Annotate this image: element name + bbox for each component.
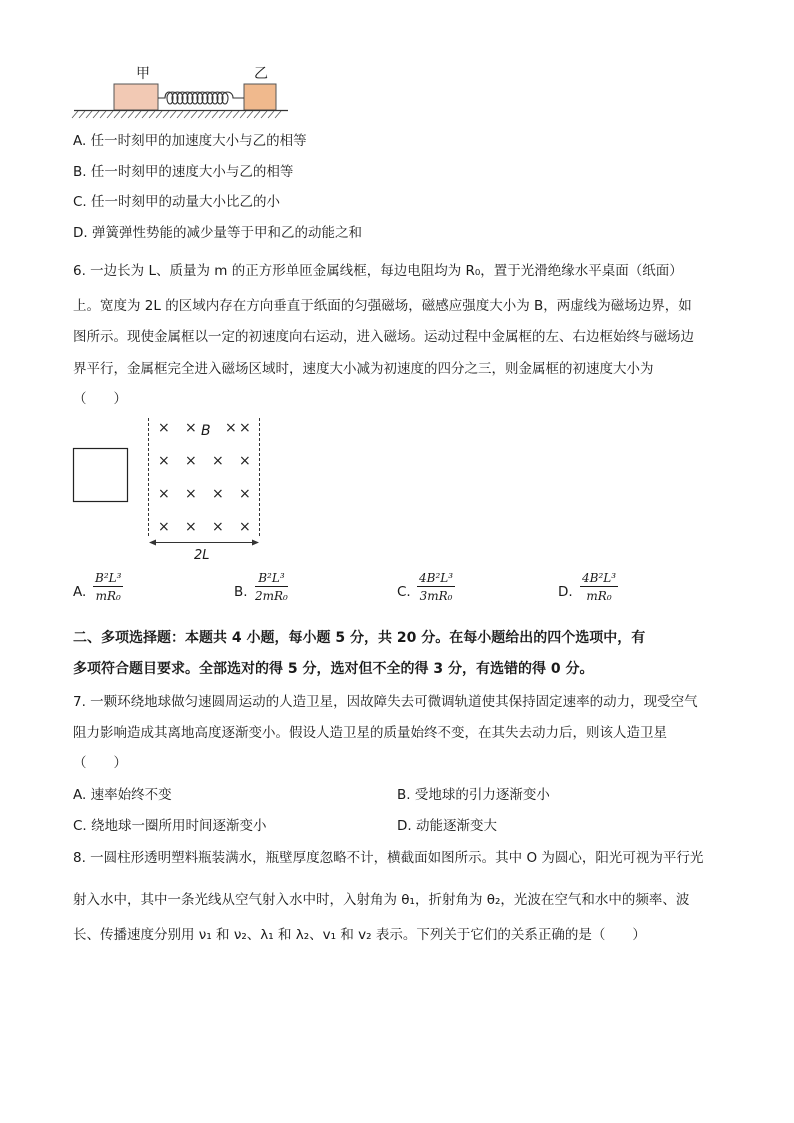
q6-option-a-label: A. <box>73 584 87 600</box>
hatch-stroke <box>114 111 120 118</box>
hatch-stroke <box>79 111 85 118</box>
hatch-stroke <box>268 111 274 118</box>
hatch-stroke <box>128 111 134 118</box>
q5-option-d: D. 弹簧弹性势能的减少量等于甲和乙的动能之和 <box>73 225 362 241</box>
section2-heading-line-2: 多项符合题目要求。全部选对的得 5 分，选对但不全的得 3 分，有选错的得 0 分。 <box>73 661 594 677</box>
hatch-stroke <box>100 111 106 118</box>
q6-line-1: 6. 一边长为 L、质量为 m 的正方形单匝金属线框，每边电阻均为 R₀，置于光滑绝缘水平桌面（纸面） <box>73 263 683 279</box>
q6-line-4: 界平行，金属框完全进入磁场区域时，速度大小减为初速度的四分之三，则金属框的初速度大小为 <box>73 361 654 377</box>
arrow-head-left <box>149 540 156 546</box>
q6-option-a-num: B²L³ <box>95 571 122 585</box>
field-cross: × <box>212 453 224 469</box>
field-cross: × <box>158 519 170 535</box>
label-yi: 乙 <box>254 66 268 82</box>
label-jia: 甲 <box>136 66 150 82</box>
section2-heading-line-1: 二、多项选择题：本题共 4 小题，每小题 5 分，共 20 分。在每小题给出的四个选项中，有 <box>73 630 646 646</box>
q6-option-c-den: 3mR₀ <box>419 589 453 603</box>
q8-line-3: 长、传播速度分别用 ν₁ 和 ν₂、λ₁ 和 λ₂、v₁ 和 v₂ 表示。下列关于它们的关系正确的是（ ） <box>73 927 646 943</box>
hatch-stroke <box>177 111 183 118</box>
field-cross: × <box>239 519 251 535</box>
q7-option-b: B. 受地球的引力逐渐变小 <box>397 787 550 803</box>
hatch-stroke <box>198 111 204 118</box>
field-cross: × <box>239 486 251 502</box>
q8-line-2: 射入水中，其中一条光线从空气射入水中时，入射角为 θ₁，折射角为 θ₂，光波在空气和水中的频率、波 <box>73 892 690 908</box>
hatch-stroke <box>184 111 190 118</box>
hatch-stroke <box>254 111 260 118</box>
hatch-stroke <box>191 111 197 118</box>
hatch-stroke <box>205 111 211 118</box>
field-cross: × <box>185 453 197 469</box>
hatch-stroke <box>121 111 127 118</box>
field-cross: × <box>185 519 197 535</box>
hatch-stroke <box>247 111 253 118</box>
q6-option-b-den: 2mR₀ <box>255 589 288 603</box>
field-cross: × <box>239 453 251 469</box>
field-cross: × <box>185 420 197 436</box>
arrow-head-right <box>252 540 259 546</box>
q6-line-3: 图所示。现使金属框以一定的初速度向右运动，进入磁场。运动过程中金属框的左、右边框始终与磁场边 <box>73 329 694 345</box>
field-cross: × <box>239 420 251 436</box>
q6-option-d-fraction <box>580 571 618 603</box>
q6-option-a-den: mR₀ <box>95 589 121 603</box>
q6-option-c-num: 4B²L³ <box>419 571 454 585</box>
field-cross: × <box>212 519 224 535</box>
q6-option-a-fraction <box>93 571 123 603</box>
field-cross: × <box>185 486 197 502</box>
q6-option-b-label: B. <box>234 584 248 600</box>
q7-option-a: A. 速率始终不变 <box>73 787 172 803</box>
magnetic-field-figure <box>70 412 270 562</box>
block-jia <box>114 84 158 110</box>
hatch-stroke <box>275 111 281 118</box>
square-frame <box>74 449 128 502</box>
q7-line-1: 7. 一颗环绕地球做匀速圆周运动的人造卫星，因故障失去可微调轨道使其保持固定速率的动力，现受空气 <box>73 694 698 710</box>
ground-hatching <box>72 111 281 118</box>
q6-line-5: （ ） <box>73 391 127 407</box>
field-cross: × <box>158 486 170 502</box>
hatch-stroke <box>149 111 155 118</box>
hatch-stroke <box>135 111 141 118</box>
hatch-stroke <box>261 111 267 118</box>
q6-option-d-den: mR₀ <box>586 589 612 603</box>
hatch-stroke <box>72 111 78 118</box>
spring-blocks-figure <box>70 62 290 122</box>
hatch-stroke <box>93 111 99 118</box>
q7-option-d: D. 动能逐渐变大 <box>397 818 497 834</box>
hatch-stroke <box>142 111 148 118</box>
hatch-stroke <box>219 111 225 118</box>
q6-option-d-num: 4B²L³ <box>582 571 617 585</box>
q5-option-c: C. 任一时刻甲的动量大小比乙的小 <box>73 194 281 210</box>
spring-coil <box>158 92 244 104</box>
q7-line-3: （ ） <box>73 755 127 771</box>
hatch-stroke <box>240 111 246 118</box>
label-2L: 2L <box>194 548 210 562</box>
hatch-stroke <box>226 111 232 118</box>
field-cross: × <box>158 453 170 469</box>
q6-option-d-label: D. <box>558 584 573 600</box>
label-B: B <box>201 423 211 439</box>
q7-line-2: 阻力影响造成其离地高度逐渐变小。假设人造卫星的质量始终不变，在其失去动力后，则该人造卫星 <box>73 725 667 741</box>
q6-line-2: 上。宽度为 2L 的区域内存在方向垂直于纸面的匀强磁场，磁感应强度大小为 B，两虚线为磁场边界，如 <box>73 298 692 314</box>
hatch-stroke <box>170 111 176 118</box>
q6-option-c-fraction <box>417 571 455 603</box>
hatch-stroke <box>86 111 92 118</box>
hatch-stroke <box>163 111 169 118</box>
q5-option-a: A. 任一时刻甲的加速度大小与乙的相等 <box>73 133 307 149</box>
hatch-stroke <box>107 111 113 118</box>
field-cross: × <box>225 420 237 436</box>
q7-option-c: C. 绕地球一圈所用时间逐渐变小 <box>73 818 267 834</box>
hatch-stroke <box>212 111 218 118</box>
field-cross: × <box>212 486 224 502</box>
q6-option-b-fraction <box>255 571 288 603</box>
hatch-stroke <box>233 111 239 118</box>
hatch-stroke <box>156 111 162 118</box>
q6-option-c-label: C. <box>397 584 411 600</box>
field-cross: × <box>158 420 170 436</box>
block-yi <box>244 84 276 110</box>
q8-line-1: 8. 一圆柱形透明塑料瓶装满水，瓶壁厚度忽略不计，横截面如图所示。其中 O 为圆心，阳光可视为平行光 <box>73 850 704 866</box>
q5-option-b: B. 任一时刻甲的速度大小与乙的相等 <box>73 164 294 180</box>
q6-option-b-num: B²L³ <box>255 571 288 587</box>
